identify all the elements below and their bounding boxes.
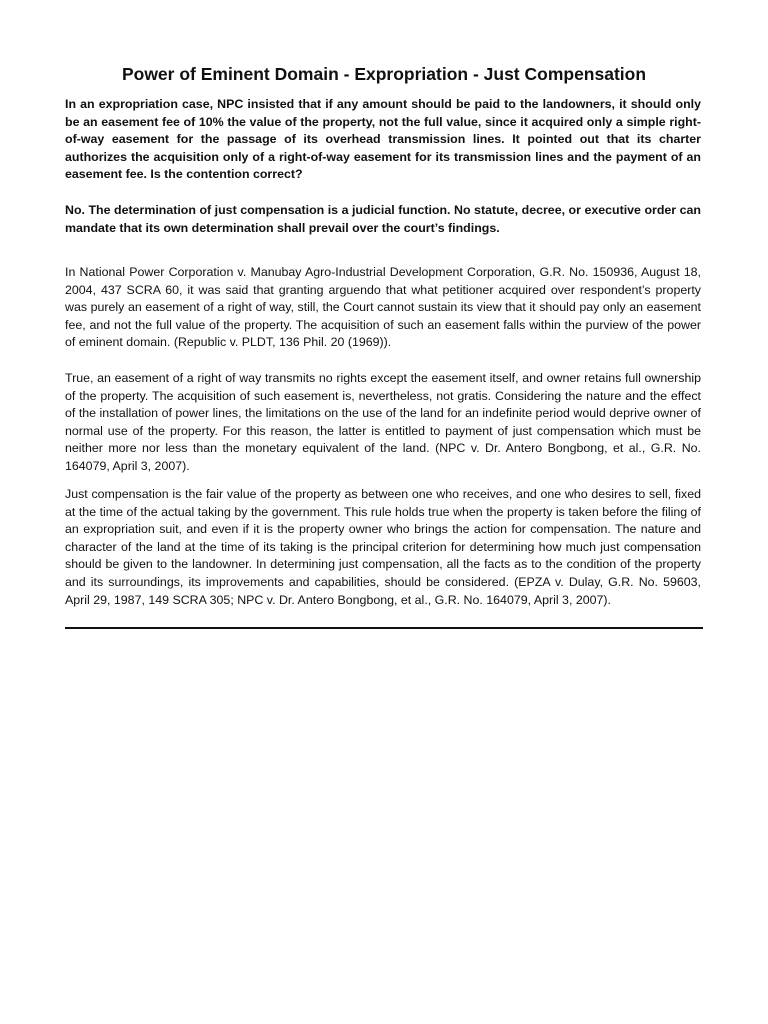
answer-paragraph: No. The determination of just compensation is a judicial function. No statute, decree, or executive order can mandate that its own determination shall prevail over the court’s findings. xyxy=(65,203,701,235)
page-title: Power of Eminent Domain - Expropriation - Just Compensation xyxy=(121,64,647,84)
body-paragraph-3: Just compensation is the fair value of the property as between one who receives, and one who desires to sell, fixed at the time of the actual taking by the government. This rule holds true when the property is taken before the filing of an expropriation suit, and even if it is the property owner who brings the action for compensation. The nature and character of the land at the time of its taking is the principal criterion for determining how much just compensation should be given to the landowner. In determining just compensation, all the facts as to the condition of the property and its surroundings, its improvements and capabilities, should be considered. (EPZA v. Dulay, G.R. No. 59603, April 29, 1987, 149 SCRA 305; NPC v. Dr. Antero Bongbong, et al., G.R. No. 164079, April 3, 2007). xyxy=(65,487,701,607)
body-paragraph-1: In National Power Corporation v. Manubay Agro-Industrial Development Corporation, G.R. No. 150936, August 18, 2004, 437 SCRA 60, it was said that granting arguendo that what petitioner acquired over respondent’s property was purely an easement of a right of way, still, the Court cannot sustain its view that it should pay only an easement fee, and not the full value of the property. The acquisition of such an easement falls within the purview of the power of eminent domain. (Republic v. PLDT, 136 Phil. 20 (1969)). xyxy=(65,265,701,350)
question-paragraph: In an expropriation case, NPC insisted that if any amount should be paid to the landowners, it should only be an easement fee of 10% the value of the property, not the full value, since it acquired only a simple right-of-way easement for the passage of its overhead transmission lines. It pointed out that its charter authorizes the acquisition only of a right-of-way easement for its transmission lines and the payment of an easement fee. Is the contention correct? xyxy=(65,97,701,182)
body-paragraph-2: True, an easement of a right of way transmits no rights except the easement itself, and owner retains full ownership of the property. The acquisition of such easement is, nevertheless, not gratis. Considering the nature and the effect of the installation of power lines, the limitations on the use of the land for an indefinite period would deprive owner of normal use of the property. For this reason, the latter is entitled to payment of just compensation which must be neither more nor less than the monetary equivalent of the land. (NPC v. Dr. Antero Bongbong, et al., G.R. No. 164079, April 3, 2007). xyxy=(65,371,701,473)
section-divider xyxy=(65,627,703,629)
